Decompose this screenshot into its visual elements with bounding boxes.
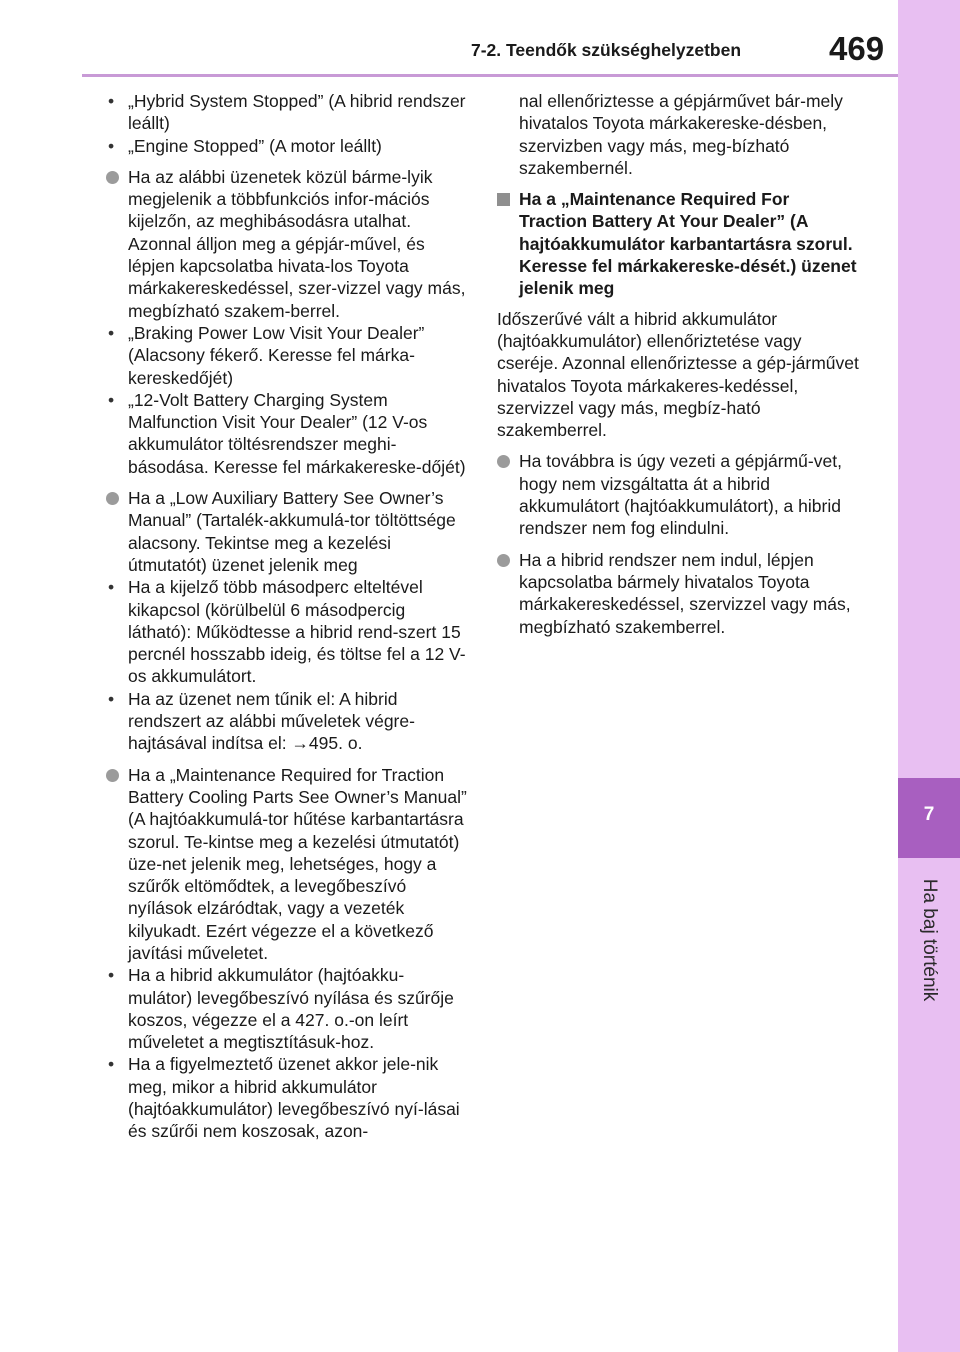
list-item: • „Braking Power Low Visit Your Dealer” (Alacsony fékerő. Keresse fel márka-kereskedőjét) bbox=[106, 322, 468, 389]
info-item bbox=[497, 549, 859, 638]
circle-bullet-icon bbox=[497, 455, 510, 468]
list-item: • Ha a figyelmeztető üzenet akkor jele-nik meg, mikor a hibrid akkumulátor (hajtóakkumulátor) levegőbeszívó nyí-lásai és szűrői nem koszosak, azon- bbox=[106, 1053, 468, 1142]
chapter-number: 7 bbox=[923, 804, 935, 825]
paragraph: Időszerűvé vált a hibrid akkumulátor (hajtóakkumulátor) ellenőriztetése vagy cseréje. Azonnal ellenőriztesse a gép-járművet hivatalos Toyota márkakeres-kedéssel, szervizzel vagy más, megbíz-ható szakemberrel. bbox=[497, 308, 859, 441]
list-item: • Ha a kijelző több másodperc elteltével kikapcsol (körülbelül 6 másodpercig látható): Működtesse a hibrid rend-szert 15 percnél hosszabb ideig, és töltse fel a 12 V-os akkumulátort. bbox=[106, 576, 468, 687]
info-item-text: Ha a „Low Auxiliary Battery See Owner’s Manual” (Tartalék-akkumulá-tor töltöttsége alacsony. Tekintse meg a kezelési útmutatót) üzenet jelenik meg bbox=[128, 488, 456, 575]
list-item: • „Hybrid System Stopped” (A hibrid rendszer leállt) bbox=[106, 90, 468, 135]
info-item bbox=[106, 487, 468, 576]
continued-text: nal ellenőriztesse a gépjárművet bár-mely hivatalos Toyota márkakereske-désben, szervizben vagy más, meg-bízható szakembernél. bbox=[519, 91, 843, 178]
square-bullet-icon bbox=[497, 193, 510, 206]
info-item bbox=[497, 450, 859, 539]
list-item: • „Engine Stopped” (A motor leállt) bbox=[106, 135, 468, 157]
section-heading bbox=[497, 188, 859, 299]
chapter-side-tab bbox=[898, 0, 960, 1352]
info-item-text: Ha továbbra is úgy vezeti a gépjármű-vet, hogy nem vizsgáltatta át a hibrid akkumulátort (hajtóakkumulátort), a hibrid rendszer nem fog elindulni. bbox=[519, 451, 842, 539]
chapter-title: Ha baj történik bbox=[919, 878, 940, 1002]
left-column bbox=[106, 90, 468, 1143]
info-item-text: Ha a „Maintenance Required for Traction Battery Cooling Parts See Owner’s Manual” (A hajtóakkumulá-tor hűtése karbantartásra szorul. Te-kintse meg a kezelési útmutatót) üze-net jelenik meg, lehetséges, hogy a szűrők eltömődtek, a levegőbeszívó nyílások elzáródtak, vagy a vezeték kilyukadt. Ezért végezze el a következő javítási műveletet. bbox=[128, 764, 467, 963]
section-heading-text: Ha a „Maintenance Required For Traction Battery At Your Dealer” (A hajtóakkumulátor karbantartásra szorul. Keresse fel márkakereske-dését.) üzenet jelenik meg bbox=[519, 189, 857, 299]
circle-bullet-icon bbox=[106, 769, 119, 782]
circle-bullet-icon bbox=[106, 171, 119, 184]
list-item: • Ha a hibrid akkumulátor (hajtóakku-mulátor) levegőbeszívó nyílása és szűrője koszos, végezze el a 427. o.-on leírt műveletet a megtisztításuk-hoz. bbox=[106, 964, 468, 1053]
circle-bullet-icon bbox=[497, 554, 510, 567]
section-title: 7-2. Teendők szükséghelyzetben bbox=[471, 40, 742, 60]
circle-bullet-icon bbox=[106, 492, 119, 505]
info-item bbox=[106, 166, 468, 322]
chapter-number-box bbox=[898, 778, 960, 858]
info-item-text: Ha az alábbi üzenetek közül bárme-lyik megjelenik a többfunkciós infor-mációs kijelzőn, az meghibásodásra utalhat. Azonnal álljon meg a gépjár-művel, és lépjen kapcsolatba hivata-los Toyota márkakereskedéssel, szer-vizzel vagy más, megbízható szakem-berrel. bbox=[128, 166, 466, 321]
right-column bbox=[497, 90, 859, 638]
info-item-text: Ha a hibrid rendszer nem indul, lépjen kapcsolatba bármely hivatalos Toyota márkakereskedéssel, szervizzel vagy más, megbízható szakemberrel. bbox=[519, 549, 851, 637]
header-divider bbox=[82, 74, 898, 77]
list-item: • Ha az üzenet nem tűnik el: A hibrid rendszert az alábbi műveletek végre-hajtásával indítsa el: →495. o. bbox=[106, 688, 468, 755]
info-item bbox=[106, 764, 468, 965]
list-item: • „12-Volt Battery Charging System Malfunction Visit Your Dealer” (12 V-os akkumulátor töltésrendszer meghi-básodása. Keresse fel márkakereske-dőjét) bbox=[106, 389, 468, 478]
page-number: 469 bbox=[829, 30, 885, 67]
